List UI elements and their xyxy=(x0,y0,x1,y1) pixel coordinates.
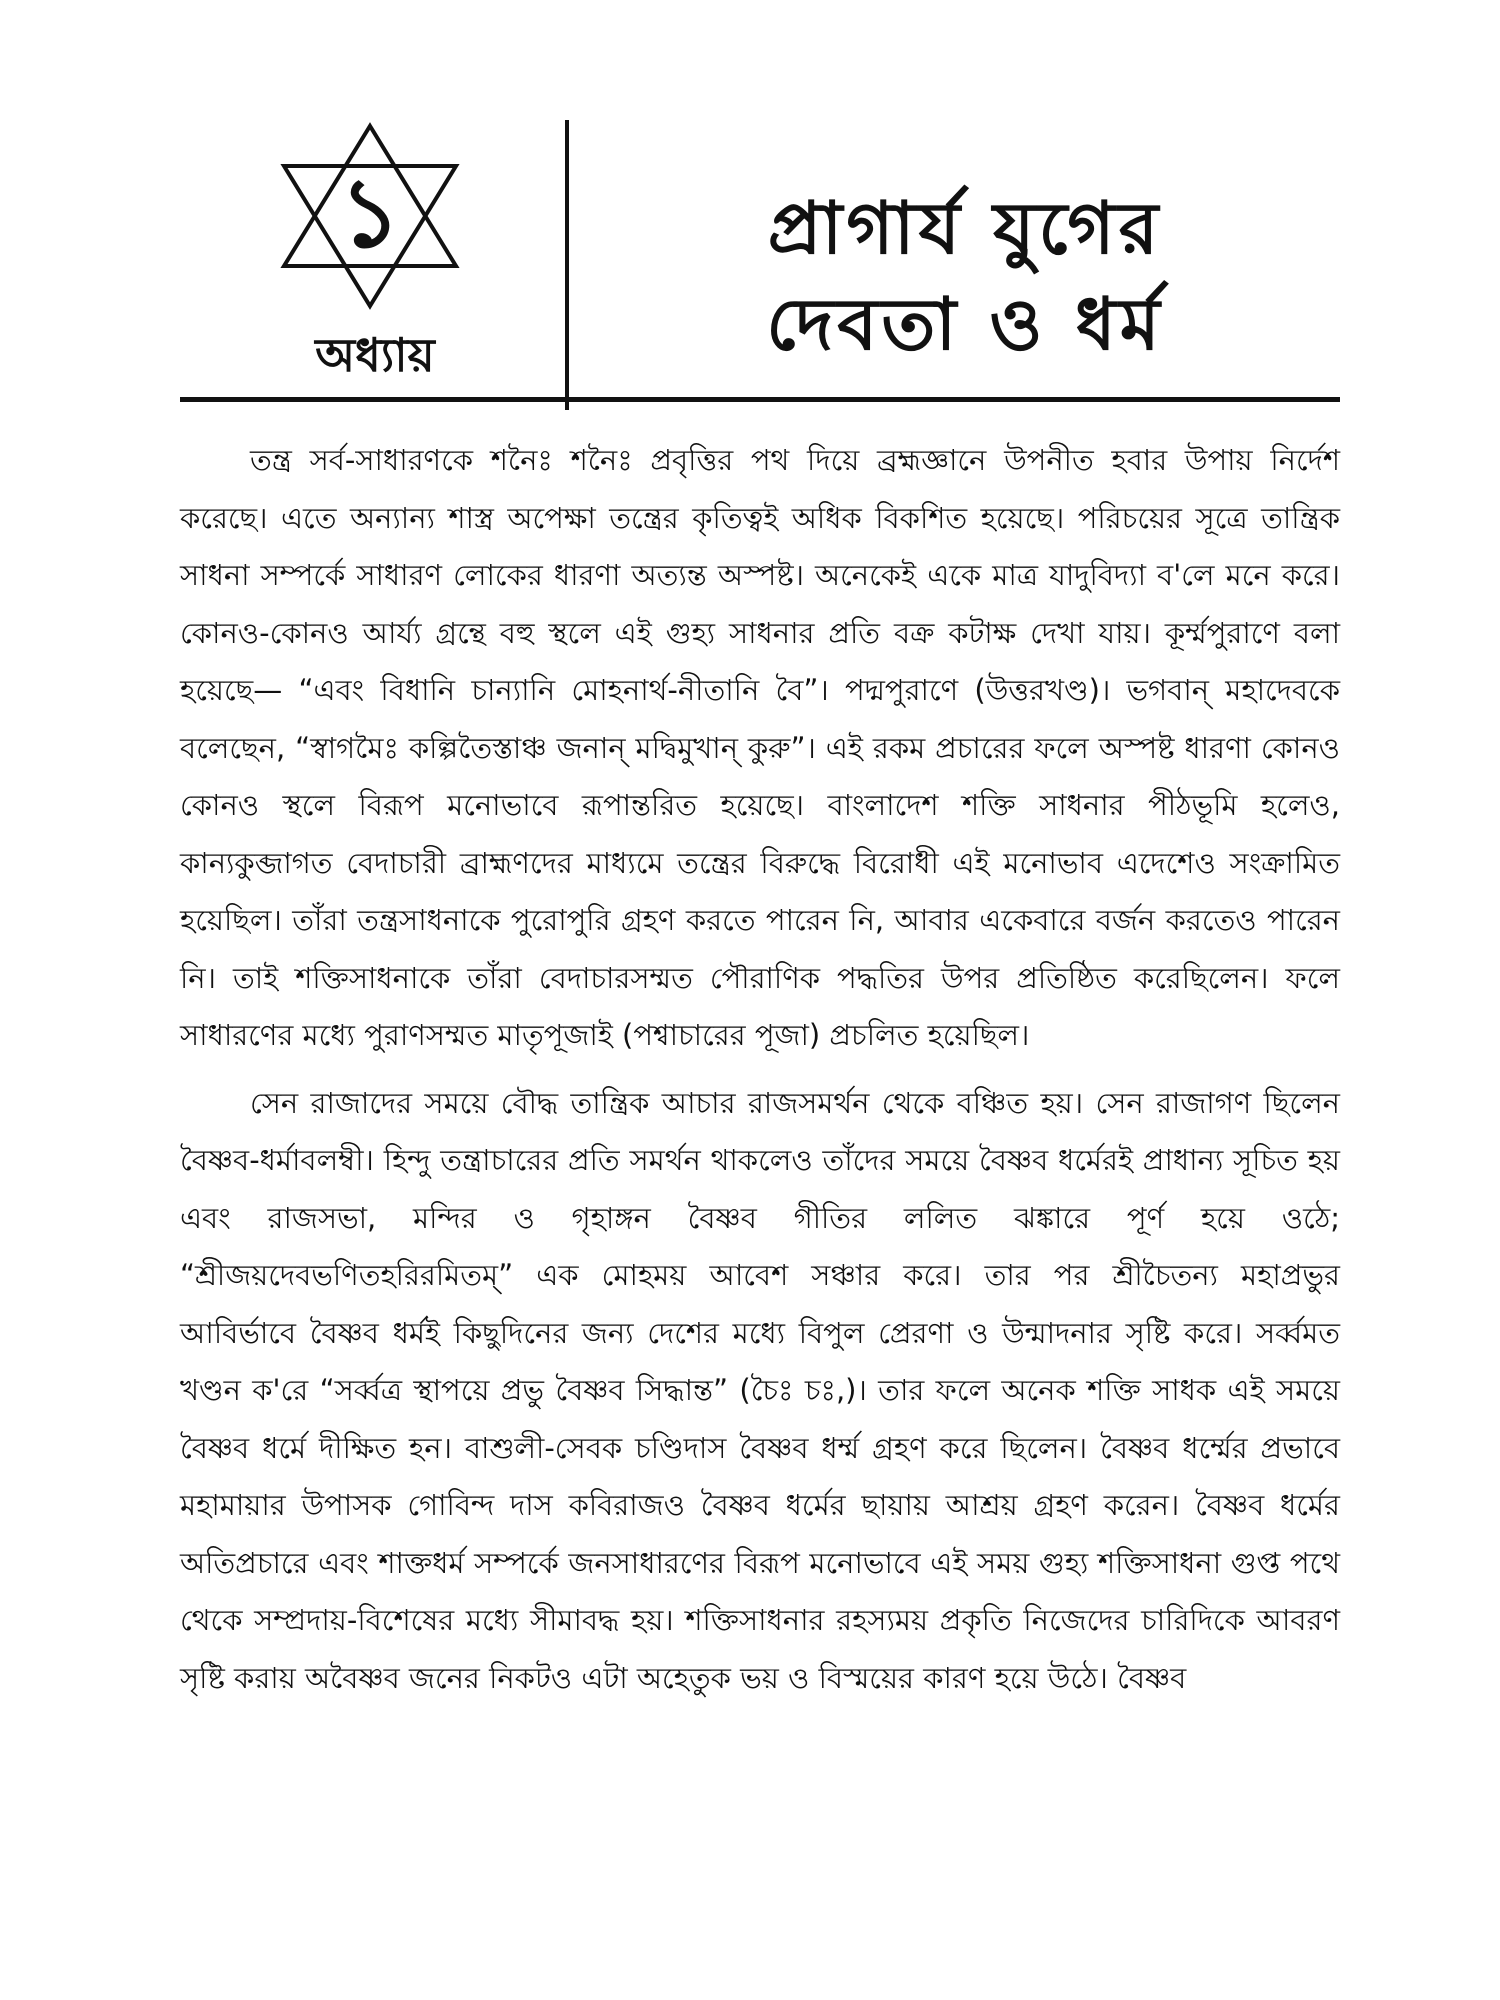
paragraph: তন্ত্র সর্ব-সাধারণকে শনৈঃ শনৈঃ প্রবৃত্তির পথ দিয়ে ব্রহ্মজ্ঞানে উপনীত হবার উপায় নির্দেশ করেছে। এতে অন্যান্য শাস্ত্র অপেক্ষা তন্ত্রের কৃতিত্বই অধিক বিকশিত হয়েছে। পরিচয়ের সূত্রে তান্ত্রিক সাধনা সম্পর্কে সাধারণ লোকের ধারণা অত্যন্ত অস্পষ্ট। অনেকেই একে মাত্র যাদুবিদ্যা ব'লে মনে করে। কোনও-কোনও আর্য্য গ্রন্থে বহু স্থলে এই গুহ্য সাধনার প্রতি বক্র কটাক্ষ দেখা যায়। কূর্ম্মপুরাণে বলা হয়েছে— “এবং বিধানি চান্যানি মোহনার্থ-নীতানি বৈ”। পদ্মপুরাণে (উত্তরখণ্ড)। ভগবান্ মহাদেবকে বলেছেন, “স্বাগমৈঃ কল্পিতৈস্তাঞ্চ জনান্ মদ্বিমুখান্ কুরু”। এই রকম প্রচারের ফলে অস্পষ্ট ধারণা কোনও কোনও স্থলে বিরূপ মনোভাবে রূপান্তরিত হয়েছে। বাংলাদেশ শক্তি সাধনার পীঠভূমি হলেও, কান্যকুব্জাগত বেদাচারী ব্রাহ্মণদের মাধ্যমে তন্ত্রের বিরুদ্ধে বিরোধী এই মনোভাব এদেশেও সংক্রামিত হয়েছিল। তাঁরা তন্ত্রসাধনাকে পুরোপুরি গ্রহণ করতে পারেন নি, আবার একেবারে বর্জন করতেও পারেন নি। তাই শক্তিসাধনাকে তাঁরা বেদাচারসম্মত পৌরাণিক পদ্ধতির উপর প্রতিষ্ঠিত করেছিলেন। ফলে সাধারণের মধ্যে পুরাণসম্মত মাতৃপূজাই (পশ্বাচারের পূজা) প্রচলিত হয়েছিল। xyxy=(180,443,1340,1052)
header-rule xyxy=(180,397,1340,402)
header-divider xyxy=(565,120,569,410)
paragraph: সেন রাজাদের সময়ে বৌদ্ধ তান্ত্রিক আচার রাজসমর্থন থেকে বঞ্চিত হয়। সেন রাজাগণ ছিলেন বৈষ্ণব-ধর্মাবলম্বী। হিন্দু তন্ত্রাচারের প্রতি সমর্থন থাকলেও তাঁদের সময়ে বৈষ্ণব ধর্মেরই প্রাধান্য সূচিত হয় এবং রাজসভা, মন্দির ও গৃহাঙ্গন বৈষ্ণব গীতির ললিত ঝঙ্কারে পূর্ণ হয়ে ওঠে; “শ্রীজয়দেবভণিতহরিরমিতম্” এক মোহময় আবেশ সঞ্চার করে। তার পর শ্রীচৈতন্য মহাপ্রভুর আবির্ভাবে বৈষ্ণব ধর্মই কিছুদিনের জন্য দেশের মধ্যে বিপুল প্রেরণা ও উন্মাদনার সৃষ্টি করে। সর্ব্বমত খণ্ডন ক'রে “সর্ব্বত্র স্থাপয়ে প্রভু বৈষ্ণব সিদ্ধান্ত” (চৈঃ চঃ,)। তার ফলে অনেক শক্তি সাধক এই সময়ে বৈষ্ণব ধর্মে দীক্ষিত হন। বাশুলী-সেবক চণ্ডিদাস বৈষ্ণব ধর্ম্ম গ্রহণ করে ছিলেন। বৈষ্ণব ধর্ম্মের প্রভাবে মহামায়ার উপাসক গোবিন্দ দাস কবিরাজও বৈষ্ণব ধর্মের ছায়ায় আশ্রয় গ্রহণ করেন। বৈষ্ণব ধর্মের অতিপ্রচারে এবং শাক্তধর্ম সম্পর্কে জনসাধারণের বিরূপ মনোভাবে এই সময় গুহ্য শক্তিসাধনা গুপ্ত পথে থেকে সম্প্রদায়-বিশেষের মধ্যে সীমাবদ্ধ হয়। শক্তিসাধনার রহস্যময় প্রকৃতি নিজেদের চারিদিকে আবরণ সৃষ্টি করায় অবৈষ্ণব জনের নিকটও এটা অহেতুক ভয় ও বিস্ময়ের কারণ হয়ে উঠে। বৈষ্ণব xyxy=(180,1085,1340,1695)
star-emblem xyxy=(270,120,470,310)
chapter-label: অধ্যায় xyxy=(315,328,435,382)
chapter-title-line-2: দেবতা ও ধর্ম xyxy=(766,282,1164,366)
chapter-number: ১ xyxy=(338,157,402,269)
chapter-title xyxy=(590,180,1340,372)
chapter-title-line-1: প্রাগার্য যুগের xyxy=(767,186,1163,270)
body-text xyxy=(180,432,1340,1707)
chapter-header xyxy=(180,110,1340,400)
